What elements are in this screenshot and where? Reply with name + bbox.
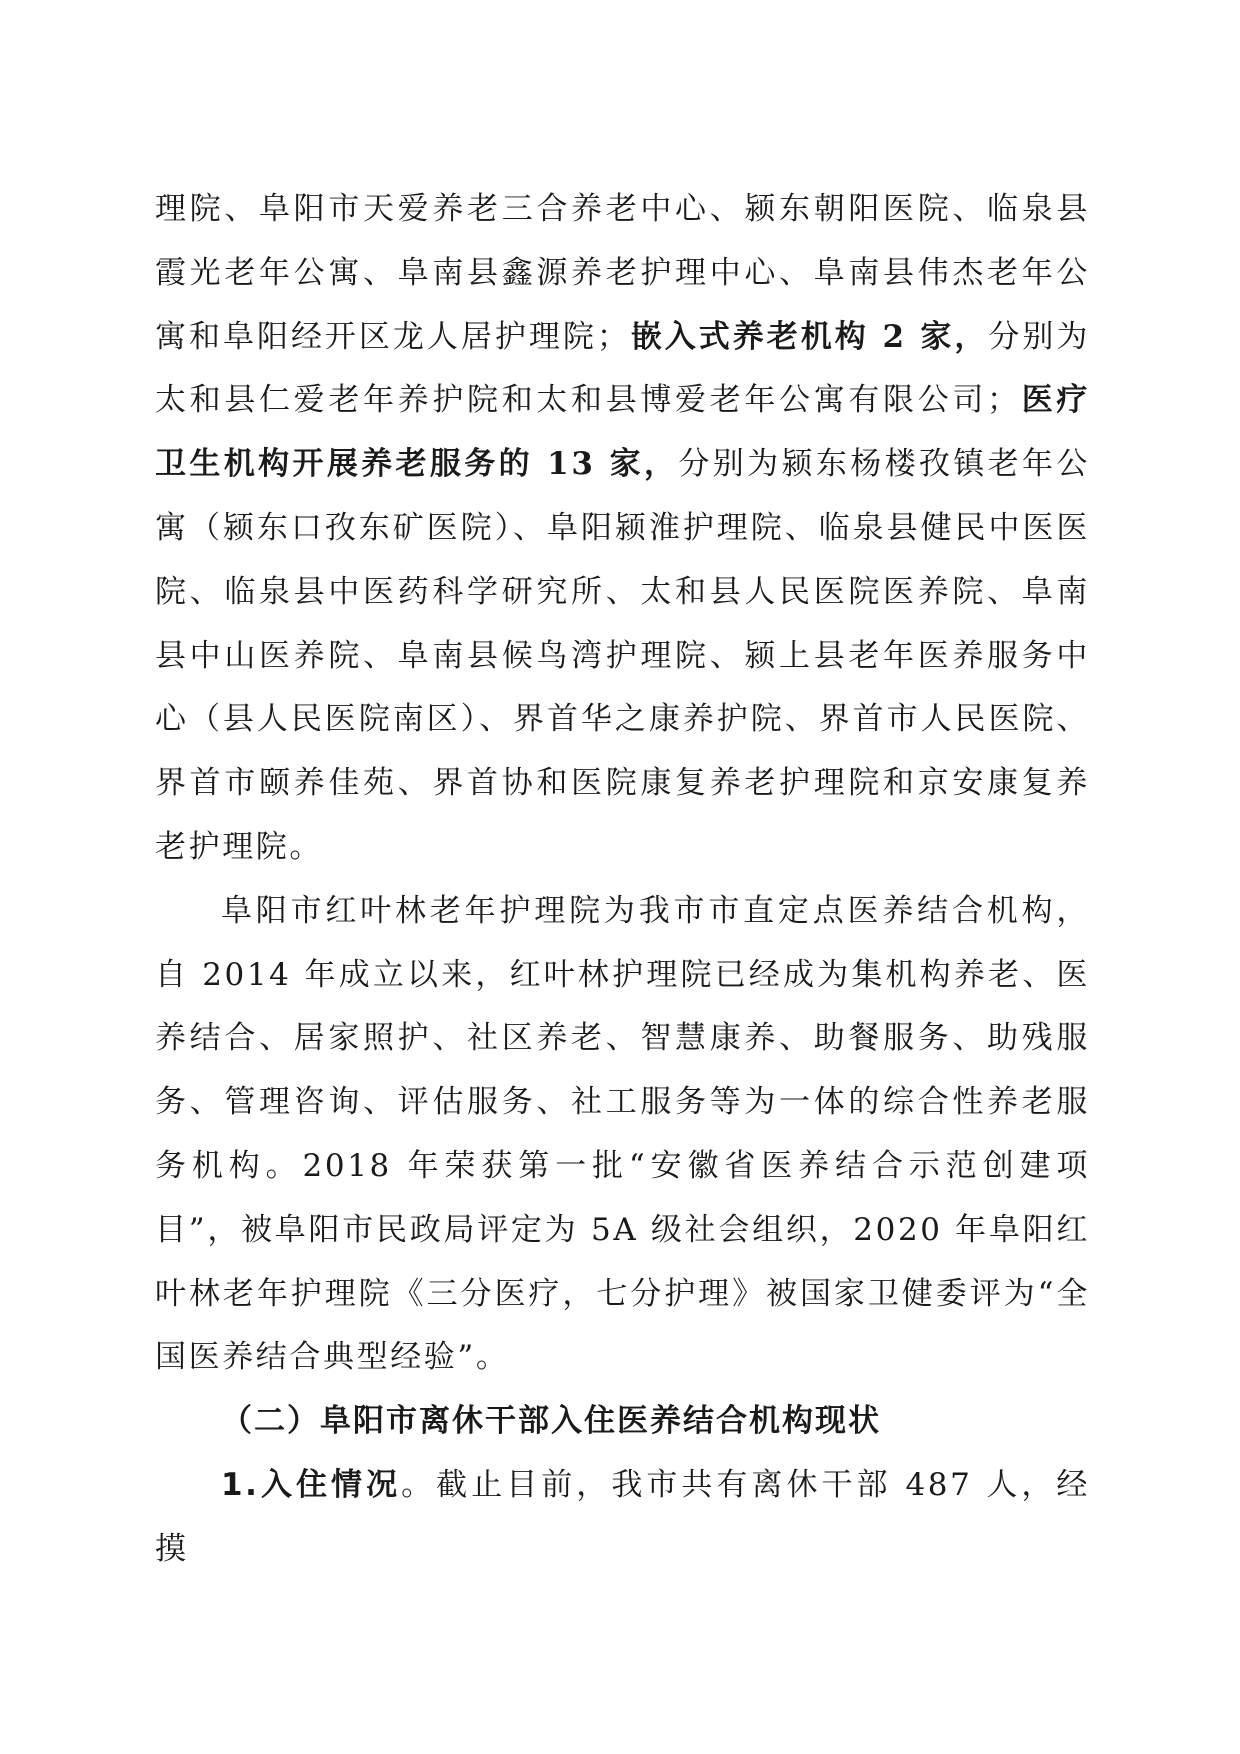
text-segment: 分别为太和县仁爱老年养护院和太和县博爱老年公寓有限公司； xyxy=(155,318,1090,419)
bold-embedded-institutions: 嵌入式养老机构 2 家， xyxy=(630,318,989,355)
section-heading: （二）阜阳市离休干部入住医养结合机构现状 xyxy=(221,1403,881,1440)
body-text xyxy=(155,178,1090,1582)
bold-medical-institutions: 医疗卫生机构开展养老服务的 13 家， xyxy=(155,382,1090,483)
text-segment: 分别为颍东杨楼孜镇老年公寓（颍东口孜东矿医院）、阜阳颍淮护理院、临泉县健民中医医院、临泉县中医药科学研究所、太和县人民医院医养院、阜南县中山医养院、阜南县候鸟湾护理院、颍上县老年医养服务中心（县人民医院南区）、界首华之康养护院、界首市人民医院、界首市颐养佳苑、界首协和医院康复养老护理院和京安康复养老护理院。 xyxy=(155,446,1090,865)
paragraph-hongyelin: 阜阳市红叶林老年护理院为我市市直定点医养结合机构，自 2014 年成立以来，红叶林护理院已经成为集机构养老、医养结合、居家照护、社区养老、智慧康养、助餐服务、助残服务、管理咨询、评估服务、社工服务等为一体的综合性养老服务机构。2018 年荣获第一批“安徽省医养结合示范创建项目”，被阜阳市民政局评定为 5A 级社会组织，2020 年阜阳红叶林老年护理院《三分医疗，七分护理》被国家卫健委评为“全国医养结合典型经验”。 xyxy=(155,892,1090,1376)
text-segment: 。截止目前，我市共有离休干部 487 人，经摸 xyxy=(155,1466,1091,1567)
item-lead: 1.入住情况 xyxy=(221,1466,402,1503)
paragraph-residence xyxy=(155,1454,1090,1582)
paragraph-institutions xyxy=(155,178,1090,880)
text-segment: 理院、阜阳市天爱养老三合养老中心、颍东朝阳医院、临泉县霞光老年公寓、阜南县鑫源养老护理中心、阜南县伟杰老年公寓和阜阳经开区龙人居护理院； xyxy=(155,191,1090,355)
